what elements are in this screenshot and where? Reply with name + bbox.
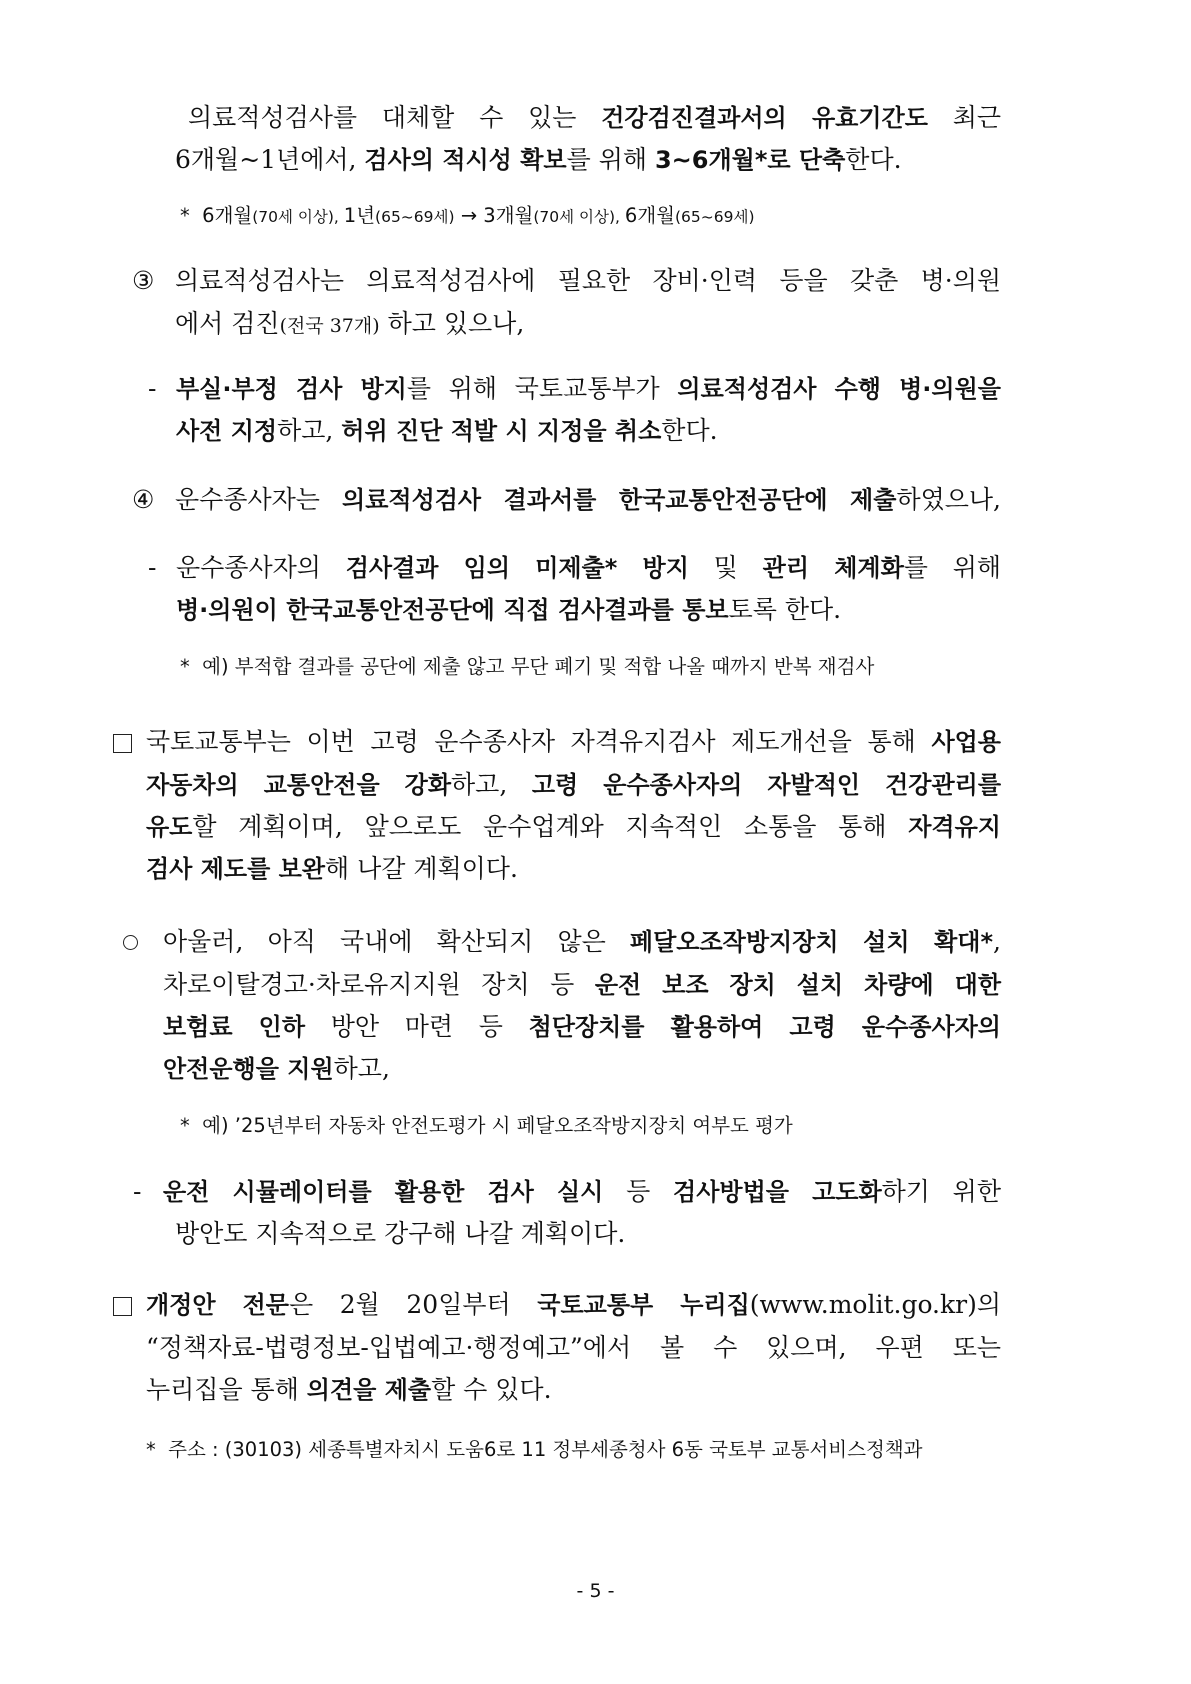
ministry-plan-line-2: 자동차의 교통안전을 강화하고, 고령 운수종사자의 자발적인 건강관리를 xyxy=(146,770,1001,799)
footnote-star: * xyxy=(180,655,190,678)
full-text-line-1: 개정안 전문은 2월 20일부터 국토교통부 누리집(www.molit.go.kr)의 xyxy=(146,1290,1002,1319)
item-3-marker: ③ xyxy=(132,266,155,295)
support-line-1: 아울러, 아직 국내에 확산되지 않은 페달오조작방지장치 설치 확대*, xyxy=(163,927,1001,956)
item-3-dash: - xyxy=(148,374,157,403)
address-footnote: * 주소 : (30103) 세종특별자치시 도움6로 11 정부세종청사 6동 국토부 교통서비스정책과 xyxy=(146,1438,923,1461)
simulator-line-2: 방안도 지속적으로 강구해 나갈 계획이다. xyxy=(175,1219,626,1248)
item-4-line-1: 운수종사자는 의료적성검사 결과서를 한국교통안전공단에 제출하였으나, xyxy=(175,485,1001,514)
item-3-line-1: 의료적성검사는 의료적성검사에 필요한 장비·인력 등을 갖춘 병·의원 xyxy=(175,266,1001,295)
item-4-sub-line-2: 병·의원이 한국교통안전공단에 직접 검사결과를 통보토록 한다. xyxy=(176,595,842,624)
checkbox-square-bullet xyxy=(113,1297,132,1316)
full-text-line-3: 누리집을 통해 의견을 제출할 수 있다. xyxy=(146,1375,552,1404)
footnote-star: * xyxy=(146,1438,156,1461)
full-text-line-2: “정책자료-법령정보-입법예고·행정예고”에서 볼 수 있으며, 우편 또는 xyxy=(146,1333,1001,1362)
validity-footnote: * 6개월(70세 이상), 1년(65~69세) → 3개월(70세 이상), 6개월(65~69세) xyxy=(180,204,755,227)
ministry-plan-line-1: 국토교통부는 이번 고령 운수종사자 자격유지검사 제도개선을 통해 사업용 xyxy=(146,727,1001,756)
support-line-4: 안전운행을 지원하고, xyxy=(163,1054,390,1083)
validity-line-2: 6개월~1년에서, 검사의 적시성 확보를 위해 3~6개월*로 단축한다. xyxy=(175,145,902,174)
support-line-3: 보험료 인하 방안 마련 등 첨단장치를 활용하여 고령 운수종사자의 xyxy=(163,1012,1001,1041)
validity-line-1: 의료적성검사를 대체할 수 있는 건강검진결과서의 유효기간도 최근 xyxy=(188,103,1001,132)
item-4-sub-line-1: 운수종사자의 검사결과 임의 미제출* 방지 및 관리 체계화를 위해 xyxy=(176,553,1002,582)
simulator-dash: - xyxy=(133,1177,142,1206)
support-line-2: 차로이탈경고·차로유지지원 장치 등 운전 보조 장치 설치 차량에 대한 xyxy=(163,970,1002,999)
item-3-sub-line-2: 사전 지정하고, 허위 진단 적발 시 지정을 취소한다. xyxy=(176,416,718,445)
footnote-star: * xyxy=(180,1114,190,1137)
page-number: - 5 - xyxy=(576,1580,615,1602)
item-4-dash: - xyxy=(148,553,157,582)
item-3-sub-line-1: 부실·부정 검사 방지를 위해 국토교통부가 의료적성검사 수행 병·의원을 xyxy=(176,374,1001,403)
item-4-marker: ④ xyxy=(132,485,155,514)
support-footnote: * 예) ’25년부터 자동차 안전도평가 시 페달오조작방지장치 여부도 평가 xyxy=(180,1114,793,1137)
ministry-plan-line-3: 유도할 계획이며, 앞으로도 운수업계와 지속적인 소통을 통해 자격유지 xyxy=(146,812,1001,841)
item-4-footnote: * 예) 부적합 결과를 공단에 제출 않고 무단 폐기 및 적합 나올 때까지 반복 재검사 xyxy=(180,655,875,678)
checkbox-square-bullet xyxy=(113,734,132,753)
footnote-star: * xyxy=(180,204,190,227)
circle-bullet xyxy=(123,935,138,950)
ministry-plan-line-4: 검사 제도를 보완해 나갈 계획이다. xyxy=(146,854,518,883)
simulator-line-1: 운전 시뮬레이터를 활용한 검사 실시 등 검사방법을 고도화하기 위한 xyxy=(163,1177,1001,1206)
item-3-line-2: 에서 검진(전국 37개) 하고 있으나, xyxy=(175,309,525,338)
